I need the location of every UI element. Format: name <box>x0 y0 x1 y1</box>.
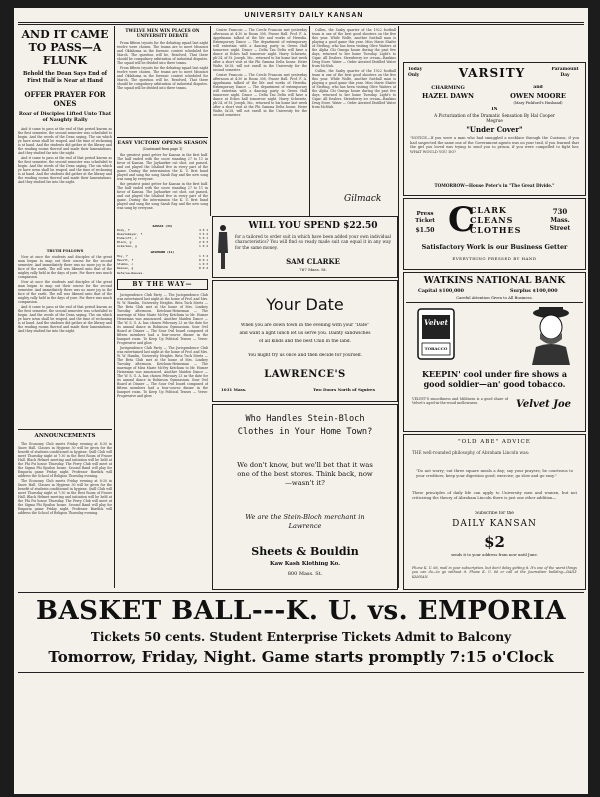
box-title-kansas: KANSAS (43) <box>152 224 173 228</box>
banner-line2: Tickets 50 cents. Student Enterprise Tickets Admit to Balcony <box>90 630 512 644</box>
clark-name-2: CLEANS <box>470 215 514 225</box>
box-row-f: 3 <box>202 254 205 258</box>
box-row-g: 1 <box>198 254 201 258</box>
velvet-tobacco: TOBACCO <box>424 346 448 351</box>
watkins-surplus: Surplus $100,000 <box>510 288 558 294</box>
ad-watkins-velvet <box>403 272 586 432</box>
varsity-desc: A Picturization of the Dramatic Sensation By Hal Cooper Megrue <box>434 113 555 124</box>
box-row-p: 3 <box>206 262 208 266</box>
col1-body2-cont: Now at once the students and disciples of the great man began to map out their course for the second semester. And immediately there was no more joy in the face of the earth. The roll was likened unto that of the mighty rally held in the days of yore. For there was much compassion. <box>18 280 112 304</box>
stein-sub: Kaw Kash Klothing Ko. <box>270 561 340 567</box>
box-row-f: 0 <box>202 266 205 270</box>
clark-c-letter: C <box>448 203 476 237</box>
date-line-2: and want a light lunch let us serve you. Dainty sandwiches <box>239 331 371 336</box>
announcements-body: The Economy Club meets Friday evening at 8:30 in Snow Hall. Classes in Hygiene 30 will be given for the benefit of students conditioned in hygiene. Quill Club will meet Thursday night at 7:30 in the Rest Room of Fraser Hall. Black Helmet meeting and initiation will be held at the Phi Psi house Thursday. The Ferry Club will meet at the Sigma Phi Epsilon house. Second Band will play for Emporia game Friday night. Professor Burdick will address the School of Religion Thursday evening. <box>18 442 112 478</box>
box-referee: Referee—Reeves. <box>117 271 145 275</box>
box-row-p: 1 <box>206 258 208 262</box>
box-row-g: 5 <box>198 236 201 240</box>
box-row-g: 1 <box>198 262 201 266</box>
by-the-way-title: BY THE WAY— <box>117 279 208 290</box>
box-row-name: Woestemeyer, f <box>117 232 143 236</box>
clark-name-1: CLARK <box>470 205 507 215</box>
col2-easy-title: EASY VICTORY OPENS SEASON <box>117 137 208 146</box>
box-row-g: 4 <box>198 228 201 232</box>
date-line-3: of all kinds and the best Chili in the land. <box>259 339 351 344</box>
ad-old-abe <box>403 434 586 590</box>
abe-quote: "Do not worry; eat three square meals a day; say your prayers; be courteous to your creditors; keep your digestion good; exercise; go slow and go easy." <box>416 469 573 478</box>
column-3-news <box>213 28 307 214</box>
box-row-g: 3 <box>198 232 201 236</box>
box-row-name: Endacott, c <box>117 236 137 240</box>
box-row-f: 0 <box>202 258 205 262</box>
date-line-1: When you are down town in the evening with your "Date" <box>240 323 370 328</box>
box-row-f: 0 <box>202 228 205 232</box>
date-firm: LAWRENCE'S <box>264 369 346 380</box>
column-1 <box>18 28 112 588</box>
box-row-g: 0 <box>198 258 201 262</box>
abe-price: $2 <box>484 533 505 551</box>
date-street: 1031 Mass. <box>221 387 247 392</box>
clark-press: EVERYTHING PRESSED BY HAND <box>452 256 537 261</box>
varsity-day: Paramount Day <box>551 67 579 78</box>
date-line-4: You might try us once and then decide for yourself. <box>248 353 362 358</box>
box-row-p: 1 <box>206 228 208 232</box>
velvet-joe-portrait-icon <box>526 303 576 365</box>
stein-tag: We are the Stein-Bloch merchant in Lawrence <box>245 513 365 530</box>
spend-body: for a tailored to order suit in which have been added your own individual characteristics? You will find so ready made suit can equal it in any way for the same money. <box>235 234 391 250</box>
byway-body-cont: Jurisprudence Club Party — The Jurisprudence Club was entertained last night at the home of Prof. and Mrs. W. W. Hamlin, University Heights. Beta Tuck Meets — The Beta Club met at the home of Mrs. Lindsey Tuesday afternoon. Ketchum-Heineman — The marriage of Miss Marie McVey Ketchum to Mr. Homer Heineman was announced. Another Maiden Dance — The W. S. G. A. has chosen February 23 as the date for its annual dance in Robinson Gymnasium. Sour Owl Board at Dinner — The Sour Owl board composed of fifteen members had a four-course dinner in the banquet room. To Keep Up Political Tenses — Verse: Progressive and glow. <box>117 346 208 398</box>
col1-section-title: OFFER PRAYER FOR ONES <box>24 90 106 108</box>
clark-name-3: CLOTHES <box>470 225 522 235</box>
varsity-body: "NOTICE—If you were a man who had smuggled a necklace through the Customs, if you had suspected the same one of the Government agents was on your trail, if you learned that the girl you loved was trying to send you to prison, if you were compelled to fight her, WHAT WOULD YOU DO? <box>410 136 579 154</box>
byway-body: Jurisprudence Club Party — The Jurisprudence Club was entertained last night at the home of Prof. and Mrs. W. W. Hamlin, University Heights. Beta Tuck Meets — The Beta Club met at the home of Mrs. Lindsey Tuesday afternoon. Ketchum-Heineman — The marriage of Miss Marie McVey Ketchum to Mr. Homer Heineman was announced. Another Maiden Dance — The W. S. G. A. has chosen February 23 as the date for its annual dance in Robinson Gymnasium. Sour Owl Board at Dinner — The Sour Owl board composed of fifteen members had a four-course dinner in the banquet room. To Keep Up Political Tenses — Verse: Progressive and glow. <box>117 293 208 345</box>
col3-body-cont: Centre Francois — The Cercle Francois met yesterday afternoon at 4:30 in Room 308, Fraser Hall. Prof. F. A. Appelmann talked of the life and works of Heredia. Extemporary Dance — The department of extemporary will entertain with a dancing party in Green Hall tomorrow night. Dance — Delta Tau Delta will have a dance at Eckes hall tomorrow night. Harry Schwartz, ph'24, of St. Joseph, Mo., returned to his home last week after a short visit at the Phi Gamma Delta house. Heier Walte, fa'28, will not enroll in the University for the second semester. <box>213 73 307 117</box>
box-title-washburn: WASHBURN (11) <box>150 250 175 254</box>
newspaper-page <box>14 8 588 794</box>
date-title: Your Date <box>266 295 344 314</box>
box-row-p: 2 <box>206 232 208 236</box>
box-row-name: Stubbs, c <box>117 262 134 266</box>
abe-footer: Phone K. U. 66, mail in your subscription, but don't delay getting it. It's one of the worst things you can do—to go without it. Phone K. U. 66 or call at the Journalism building—DAILY KANSAN. <box>412 566 577 579</box>
ad-stein-bloch <box>212 404 398 590</box>
varsity-tomorrow: TOMORROW—House Peter's in "The Great Divide." <box>434 183 555 188</box>
ad-your-date <box>212 280 398 402</box>
varsity-and: and <box>533 85 543 90</box>
announcements-title: ANNOUNCEMENTS <box>18 429 112 439</box>
box-row-p: 2 <box>206 266 208 270</box>
date-note: Two Doors North of Squires <box>313 387 375 392</box>
col2-body2-cont: the greatest point getter for Kansas in the first half. The half ended with the score standing 27 to 11 in favor of Kansas. The Jayhawker cut shot, out passed, and out played the Ichabod five in every part of the game. During the intermission the K. U. first band played and sang the song Sarah Ray and the new song was sung by everyone. <box>117 182 208 210</box>
box-row-f: 0 <box>202 262 205 266</box>
watkins-name: WATKINS NATIONAL BANK <box>423 276 566 286</box>
col1-body2: Now at once the students and disciples of the great man began to map out their course for the second semester. And immediately there was no more joy in the face of the earth. The roll was likened unto that of the mighty rally held in the days of yore. For there was much compassion. <box>18 255 112 279</box>
abe-subscribe: Subscribe for the <box>475 511 514 516</box>
box-row-name: Rody, f <box>117 228 130 232</box>
col2-easy-sub: (Continued from page 1) <box>142 147 183 151</box>
ad-varsity <box>403 62 586 196</box>
col1-headline: AND IT CAME TO PASS—A FLUNK <box>21 28 109 67</box>
tailor-figure-icon <box>216 223 230 271</box>
stein-street: 800 Mass. St. <box>287 571 323 577</box>
stein-body: We don't know, but we'll bet that it was one of the best stores. Think back, now—wasn't it? <box>237 461 373 487</box>
col1-section-sub: Roar of Disciples Lifted Unto That of Naughty Rally <box>18 111 112 123</box>
box-row-name: Black, g <box>117 240 132 244</box>
stein-firm: Sheets & Bouldin <box>251 545 359 558</box>
spend-address: 767 Mass. St. <box>299 267 327 272</box>
clark-addr-st: Mass. Street <box>549 217 571 232</box>
spend-name: SAM CLARKE <box>286 257 340 266</box>
banner-line3: Tomorrow, Friday, Night. Game starts promptly 7:15 o'Clock <box>48 648 554 666</box>
col1-body1-cont: And it came to pass at the end of that period known as the first semester, the second semester was scheduled to begin. And the words of the Dean saying, The sin which ye have sown shall be reaped, and the time of reckoning is at hand. And the students did gather at the library and the reading rooms thereof and made their lamentations. And they studied far into the night. <box>18 156 112 184</box>
box-row-f: 0 <box>202 236 205 240</box>
velvet-signature: Velvet Joe <box>516 399 572 410</box>
velvet-brand: Velvet <box>424 318 448 327</box>
col1-body2-more: And it came to pass at the end of that period known as the first semester, the second semester was scheduled to begin. And the words of the Dean saying, The sin which ye have sown shall be reaped, and the time of reckoning is at hand. And the students did gather at the library and the reading rooms thereof and made their lamentations. And they studied far into the night. <box>18 305 112 333</box>
col1-body1: And it came to pass at the end of that period known as the first semester, the second semester was scheduled to begin. And the words of the Dean saying, The sin which ye have sown shall be reaped, and the time of reckoning is at hand. And the students did gather at the library and the reading rooms thereof and made their lamentations. And they studied far into the night. <box>18 127 112 155</box>
box-row-f: 0 <box>202 240 205 244</box>
varsity-name: VARSITY <box>458 66 526 80</box>
col1-truth: TRUTH FOLLOWS <box>46 249 84 253</box>
varsity-star2-sub: (Mary Pickford's Husband) <box>513 101 563 105</box>
velvet-tin-icon <box>416 307 456 361</box>
col2-body1-cont: From fifteen tryouts for the debating squad last night twelve were chosen. The teams are to meet Missouri and Oklahoma in the forensic contest scheduled for March. The question will be, Resolved, That there should be compulsory arbitration of industrial disputes. The squad will be divided into three teams. <box>117 66 208 90</box>
varsity-today: Today Only <box>408 67 423 78</box>
box-row-g: 0 <box>198 266 201 270</box>
col2-headline: TWELVE MEN WIN PLACES ON UNIVERSITY DEBATE <box>125 28 200 38</box>
box-row-g: 2 <box>198 240 201 244</box>
varsity-charming: CHARMING <box>431 85 465 91</box>
column-2 <box>117 28 208 588</box>
spend-headline: WILL YOU SPEND $22.50 <box>248 221 378 231</box>
masthead: UNIVERSITY DAILY KANSAN <box>244 12 364 19</box>
box-row-name: Ackerman, g <box>117 244 137 248</box>
col1-subhead: Behold the Dean Says End of First Half is Near at Hand <box>22 71 108 84</box>
ad-clark-cleans <box>403 198 586 270</box>
col2-body1: From fifteen tryouts for the debating squad last night twelve were chosen. The teams are to meet Missouri and Oklahoma in the forensic contest scheduled for March. The question will be, Resolved, That there should be compulsory arbitration of industrial disputes. The squad will be divided into three teams. <box>117 41 208 65</box>
box-row-name: Hoy, f <box>117 254 128 258</box>
column-4-news <box>312 28 396 188</box>
box-row-p: 1 <box>206 236 208 240</box>
abe-body: THE well-rounded philosophy of Abraham Lincoln was: <box>412 450 530 455</box>
abe-end: These principles of daily life can apply to University men and women, but not criticizing the theory of Abraham Lincoln there is just one other addition— <box>412 491 577 500</box>
box-row-p: 2 <box>206 244 208 248</box>
clark-press-price: $1.50 <box>415 227 435 234</box>
varsity-film: "Under Cover" <box>466 125 523 134</box>
box-row-g: 1 <box>198 244 201 248</box>
varsity-star1: HAZEL DAWN <box>421 92 475 100</box>
velvet-headline: KEEPIN' cool under fire shows a good soldier—an' good tobacco. <box>421 369 568 389</box>
col2-body2: the greatest point getter for Kansas in the first half. The half ended with the score standing 27 to 11 in favor of Kansas. The Jayhawker cut shot, out passed, and out played the Ichabod five in every part of the game. During the intermission the K. U. first band played and sang the song Sarah Ray and the new song was sung by everyone. <box>117 153 208 181</box>
announcements-body-cont: The Economy Club meets Friday evening at 8:30 in Snow Hall. Classes in Hygiene 30 will be given for the benefit of students conditioned in hygiene. Quill Club will meet Thursday night at 7:30 in the Rest Room of Fraser Hall. Black Helmet meeting and initiation will be held at the Phi Psi house Thursday. The Ferry Club will meet at the Sigma Phi Epsilon house. Second Band will play for Emporia game Friday night. Professor Burdick will address the School of Religion Thursday evening. <box>18 479 112 515</box>
box-row-p: 2 <box>206 254 208 258</box>
clark-press-label: Press Ticket <box>415 211 435 224</box>
stein-title: Who Handles Stein-Bloch Clothes in Your Home Town? <box>237 414 373 437</box>
varsity-in: IN <box>491 107 498 112</box>
box-row-name: Reeves, g <box>117 266 134 270</box>
col4-body-cont: Cullen, the Sasby quarter of the 1922 football team is one of the best good shooters on the five this year. While Wolfe, another football man is playing a good game this year. Miss Marie Shafer of Sterling, who has been visiting Olive Waiters at the Alpha Chi Omega house during the past few days, returned to her home Tuesday. Light's to Cigar. All Dealers. Strawberry ice cream—Rankins Drug Store. Water — Order Aerated Distilled Water from McNish. <box>312 69 396 109</box>
abe-title: "OLD ABE" ADVICE <box>458 439 531 445</box>
box-row-p: 3 <box>206 240 208 244</box>
clark-addr-no: 730 <box>552 207 568 216</box>
varsity-star2: OWEN MOORE <box>510 92 566 100</box>
col4-body: Cullen, the Sasby quarter of the 1922 football team is one of the best good shooters on the five this year. While Wolfe, another football man is playing a good game this year. Miss Marie Shafer of Sterling, who has been visiting Olive Waiters at the Alpha Chi Omega house during the past few days, returned to her home Tuesday. Light's to Cigar. All Dealers. Strawberry ice cream—Rankins Drug Store. Water — Order Aerated Distilled Water from McNish. <box>312 28 396 68</box>
watkins-capital: Capital $100,000 <box>418 288 464 294</box>
banner-title: BASKET BALL---K. U. vs. EMPORIA <box>35 596 566 626</box>
box-score <box>117 224 208 275</box>
box-row-f: 0 <box>202 244 205 248</box>
abe-sends: sends it to your address from now until June. <box>451 553 538 557</box>
gilmack-signature: Gilmack <box>344 194 382 204</box>
box-row-name: Hewitt, f <box>117 258 134 262</box>
clark-tagline: Satisfactory Work is our Business Getter <box>421 243 568 251</box>
watkins-careful: Careful Attention Given to All Business. <box>456 295 533 300</box>
abe-paper: DAILY KANSAN <box>452 519 537 529</box>
ad-sam-clarke <box>212 216 398 278</box>
velvet-body: VELVET'S smoothness and Mildness is a good share of Velvet's aged-in-the-wood mellowness. <box>412 397 508 406</box>
col3-body: Centre Francois — The Cercle Francois met yesterday afternoon at 4:30 in Room 308, Fraser Hall. Prof. F. A. Appelmann talked of the life and works of Heredia. Extemporary Dance — The department of extemporary will entertain with a dancing party in Green Hall tomorrow night. Dance — Delta Tau Delta will have a dance at Eckes hall tomorrow night. Harry Schwartz, ph'24, of St. Joseph, Mo., returned to his home last week after a short visit at the Phi Gamma Delta house. Heier Walte, fa'28, will not enroll in the University for the second semester. <box>213 28 307 72</box>
box-row-f: 5 <box>202 232 205 236</box>
